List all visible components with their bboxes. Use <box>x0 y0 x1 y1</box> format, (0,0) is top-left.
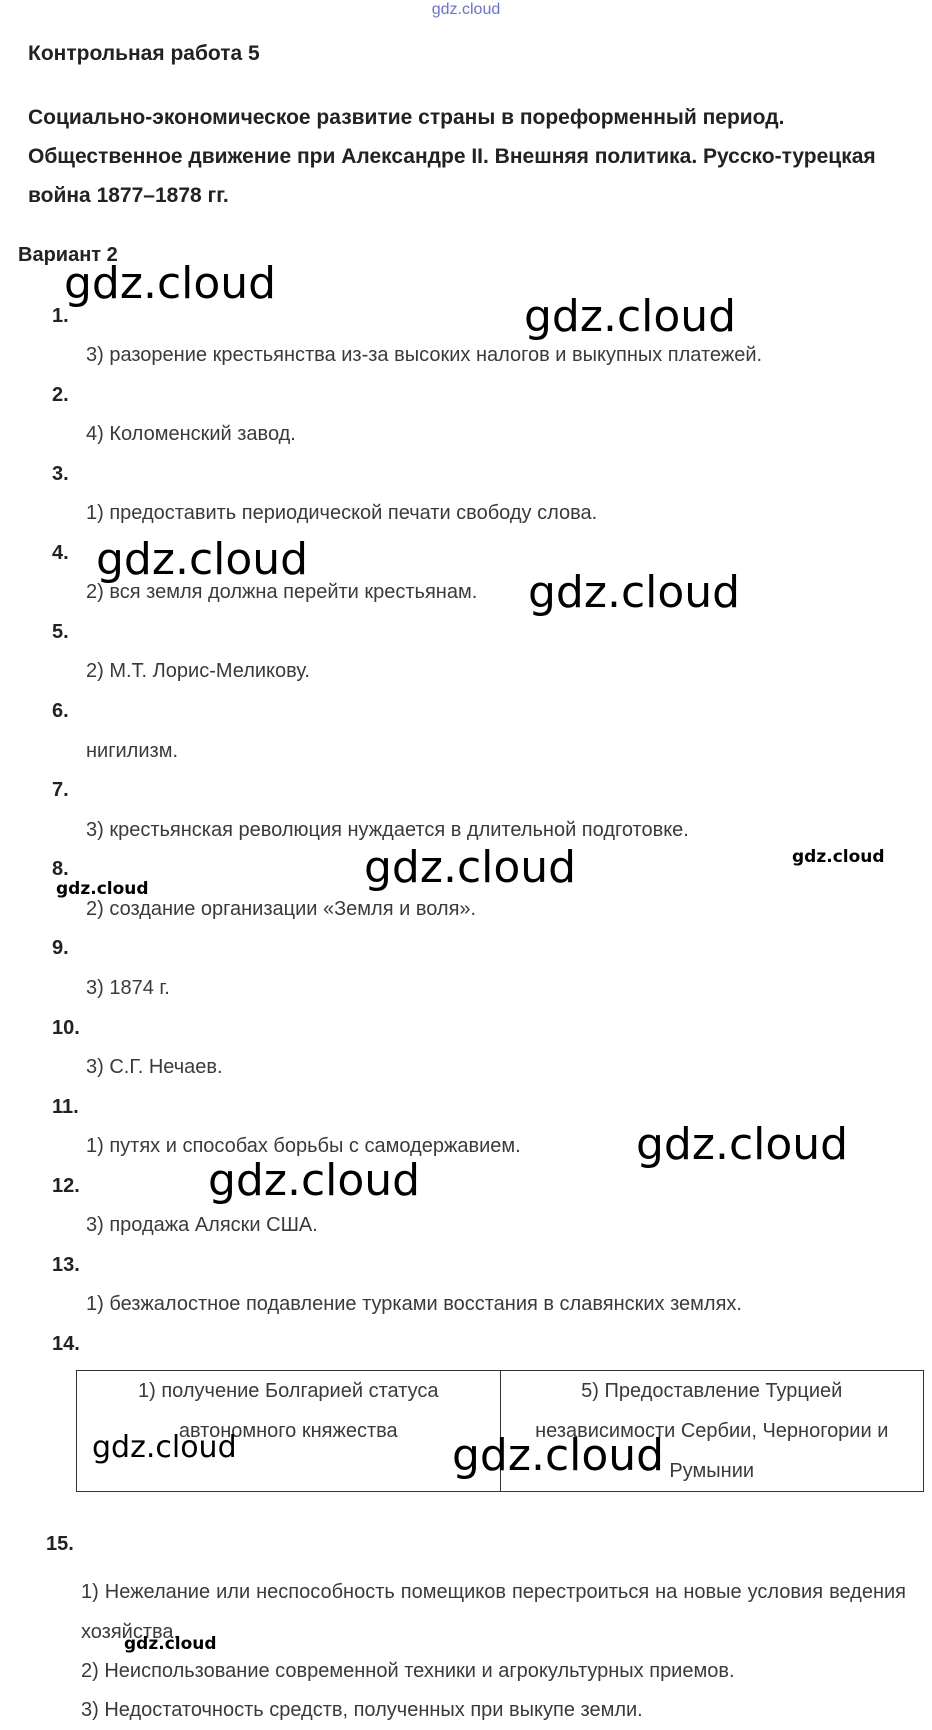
variant-label: Вариант 2 <box>18 244 118 266</box>
watermark: gdz.cloud <box>64 258 277 309</box>
watermark: gdz.cloud <box>208 1155 421 1206</box>
answer-paragraph: 2) Неиспользование современной техники и агрокультурных приемов. <box>81 1660 735 1682</box>
answer-text: 3) разорение крестьянства из-за высоких налогов и выкупных платежей. <box>86 344 763 366</box>
watermark: gdz.cloud <box>124 1634 217 1654</box>
answer-paragraph: 1) Нежелание или неспособность помещиков перестроиться на новые условия ведения хозяйства. <box>81 1581 906 1643</box>
answer-text: 3) 1874 г. <box>86 977 170 999</box>
watermark: gdz.cloud <box>636 1119 849 1170</box>
page-title: Контрольная работа 5 <box>28 42 260 65</box>
question-number: 4. <box>52 542 69 564</box>
watermark: gdz.cloud <box>524 291 737 342</box>
answer-text: 4) Коломенский завод. <box>86 423 296 445</box>
question-number: 9. <box>52 937 69 959</box>
question-number: 12. <box>52 1175 80 1197</box>
question-number: 3. <box>52 463 69 485</box>
answer-table-cell: 1) получение Болгарией статуса автономного княжества <box>77 1371 501 1492</box>
watermark: gdz.cloud <box>528 567 741 618</box>
question-number: 15. <box>46 1533 74 1555</box>
answer-text: 1) безжалостное подавление турками восстания в славянских землях. <box>86 1293 742 1315</box>
watermark-top: gdz.cloud <box>431 1 501 18</box>
watermark: gdz.cloud <box>92 1430 237 1465</box>
answer-text: нигилизм. <box>86 740 179 762</box>
watermark: gdz.cloud <box>56 879 149 899</box>
question-number: 8. <box>52 858 69 880</box>
answer-text: 2) создание организации «Земля и воля». <box>86 898 477 920</box>
watermark: gdz.cloud <box>96 534 309 585</box>
answer-text: 2) вся земля должна перейти крестьянам. <box>86 581 478 603</box>
answer-text: 3) продажа Аляски США. <box>86 1214 318 1236</box>
answer-text: 1) предоставить периодической печати свободу слова. <box>86 502 598 524</box>
question-number: 6. <box>52 700 69 722</box>
question-number: 11. <box>52 1096 79 1118</box>
watermark: gdz.cloud <box>364 842 577 893</box>
watermark: gdz.cloud <box>452 1430 665 1481</box>
question-number: 10. <box>52 1017 80 1039</box>
question-number: 14. <box>52 1333 80 1355</box>
answer-table-cell: 5) Предоставление Турцией независимости Сербии, Черногории и Румынии <box>500 1371 924 1492</box>
question-number: 13. <box>52 1254 80 1276</box>
question-number: 2. <box>52 384 69 406</box>
watermark: gdz.cloud <box>792 847 885 867</box>
question-number: 1. <box>52 305 69 327</box>
answer-text: 1) путях и способах борьбы с самодержавием. <box>86 1135 521 1157</box>
page-subtitle: Социально-экономическое развитие страны в пореформенный период. Общественное движение при Александре II. Внешняя политика. Русско-турецкая война 1877–1878 гг. <box>28 106 876 207</box>
question-number: 7. <box>52 779 69 801</box>
answer-text: 3) С.Г. Нечаев. <box>86 1056 223 1078</box>
question-number: 5. <box>52 621 69 643</box>
answer-text: 3) крестьянская революция нуждается в длительной подготовке. <box>86 819 689 841</box>
answer-text: 2) М.Т. Лорис-Меликову. <box>86 660 310 682</box>
answer-paragraph: 3) Недостаточность средств, полученных при выкупе земли. <box>81 1699 643 1721</box>
